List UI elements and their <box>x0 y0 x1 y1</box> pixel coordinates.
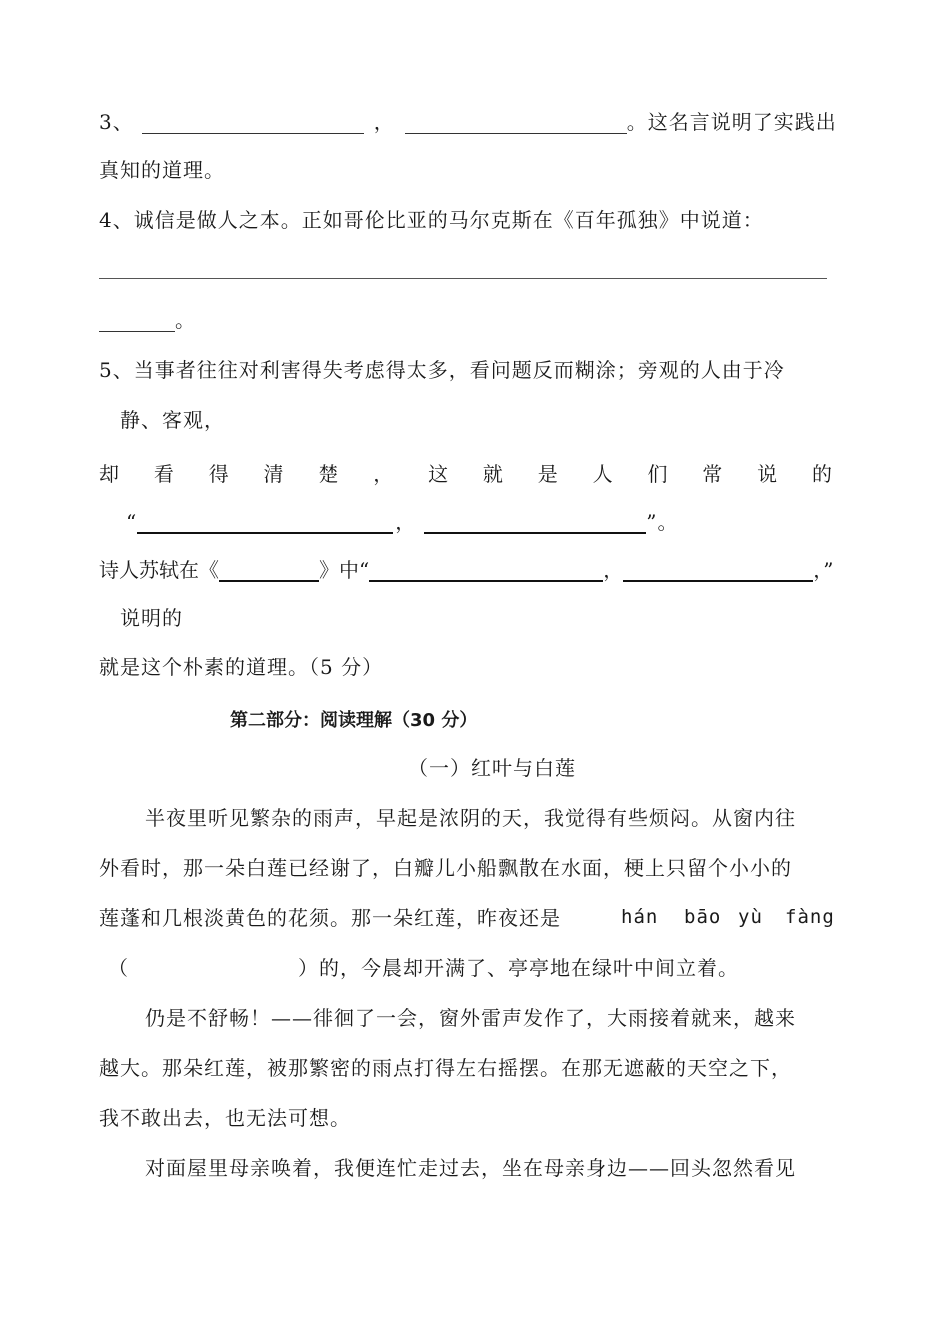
question-5-line1: 5、当事者往往对利害得失考虑得太多，看问题反而糊涂；旁观的人由于冷 <box>99 358 785 382</box>
question-5-line2: 静、客观， <box>120 408 225 432</box>
spread-char: ， <box>373 462 394 486</box>
question-3-line1 <box>99 110 837 134</box>
punctuation: ， <box>395 510 417 534</box>
spread-char: 得 <box>208 462 229 486</box>
spread-char: 说 <box>757 462 778 486</box>
answer-blank[interactable] <box>369 560 603 582</box>
answer-blank[interactable] <box>137 512 393 534</box>
question-5-final: 就是这个朴素的道理。（5 分） <box>99 655 384 679</box>
passage-p1-line4-open: （ <box>108 956 129 980</box>
spread-char: 清 <box>263 462 284 486</box>
question-5-explain: 说明的 <box>120 606 183 630</box>
passage-p1-line1: 半夜里听见繁杂的雨声，早起是浓阴的天，我觉得有些烦闷。从窗内往 <box>145 806 796 830</box>
punctuation: ， <box>373 110 395 134</box>
pinyin-syllable: hán <box>621 906 659 928</box>
question-5-quote-line <box>126 510 678 534</box>
passage-p3-line1: 对面屋里母亲唤着，我便连忙走过去，坐在母亲身边——回头忽然看见 <box>145 1156 796 1180</box>
answer-blank[interactable] <box>405 113 627 134</box>
spread-char: 看 <box>153 462 174 486</box>
punctuation: 。 <box>175 308 196 332</box>
pinyin-syllable: fàng <box>785 906 835 928</box>
passage-p2-line2: 越大。那朵红莲，被那繁密的雨点打得左右摇摆。在那无遮蔽的天空之下， <box>99 1056 792 1080</box>
answer-blank[interactable] <box>99 311 175 332</box>
question-3-suffix: 。这名言说明了实践出 <box>626 110 837 134</box>
passage-title: （一）红叶与白莲 <box>408 756 576 780</box>
poet-prefix: 诗人苏轼在《 <box>99 558 219 582</box>
spread-char: 的 <box>811 462 832 486</box>
pinyin-syllable: yù <box>738 906 763 928</box>
poet-mid: 》中“ <box>319 558 370 582</box>
passage-p2-line1: 仍是不舒畅！——徘徊了一会，窗外雷声发作了，大雨接着就来，越来 <box>145 1006 796 1030</box>
spread-char: 们 <box>647 462 668 486</box>
passage-p2-line3: 我不敢出去，也无法可想。 <box>99 1106 351 1130</box>
spread-char: 人 <box>592 462 613 486</box>
answer-blank[interactable] <box>623 560 813 582</box>
answer-blank[interactable] <box>142 113 364 134</box>
answer-blank[interactable] <box>424 512 646 534</box>
question-4-text: 4、诚信是做人之本。正如哥伦比亚的马尔克斯在《百年孤独》中说道： <box>99 208 764 232</box>
spread-char: 常 <box>702 462 723 486</box>
question-4-line3 <box>99 308 196 332</box>
spread-char: 却 <box>99 462 119 486</box>
punctuation: ， <box>603 558 624 582</box>
passage-p1-line4-rest: ）的，今晨却开满了、亭亭地在绿叶中间立着。 <box>298 956 739 980</box>
punctuation: ”。 <box>646 510 679 534</box>
answer-line[interactable] <box>99 278 827 279</box>
passage-p1-line3: 莲蓬和几根淡黄色的花须。那一朵红莲，昨夜还是 <box>99 906 561 930</box>
question-5-spread-line <box>99 458 832 487</box>
question-3-number: 3、 <box>99 110 134 134</box>
section-heading: 第二部分：阅读理解（30 分） <box>230 710 478 731</box>
question-5-poet-line <box>99 558 833 582</box>
passage-p1-line2: 外看时，那一朵白莲已经谢了，白瓣儿小船飘散在水面，梗上只留个小小的 <box>99 856 792 880</box>
punctuation: “ <box>126 510 138 534</box>
question-3-line2: 真知的道理。 <box>99 158 225 182</box>
pinyin-syllable: bāo <box>684 906 722 928</box>
spread-char: 就 <box>482 462 503 486</box>
spread-char: 这 <box>428 462 449 486</box>
punctuation: ，” <box>813 558 834 582</box>
answer-blank[interactable] <box>219 560 319 582</box>
spread-char: 是 <box>537 462 558 486</box>
spread-char: 楚 <box>318 462 339 486</box>
